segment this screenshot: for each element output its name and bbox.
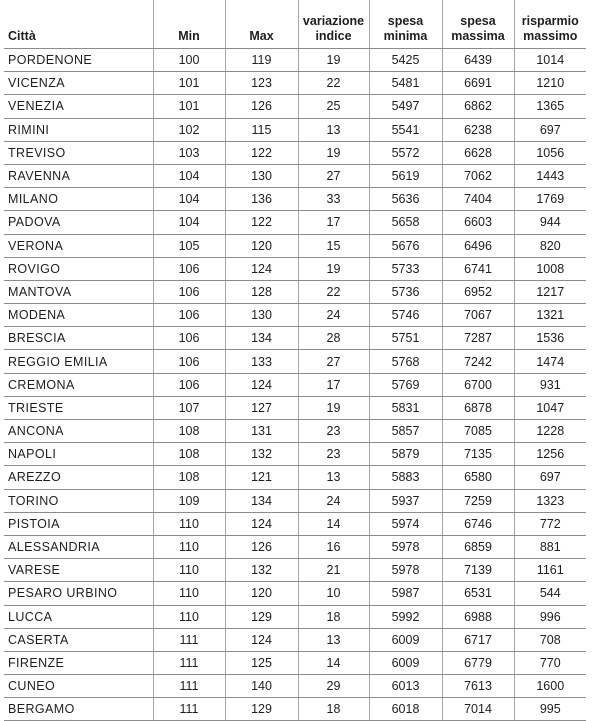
cell-variation: 18: [298, 605, 369, 628]
cell-min: 110: [153, 535, 225, 558]
cell-city: BERGAMO: [4, 698, 153, 721]
cell-max: 125: [225, 651, 298, 674]
table-row: [4, 188, 586, 211]
cell-spend-min: 5751: [369, 327, 442, 350]
cell-min: 104: [153, 164, 225, 187]
cell-saving-max: 995: [514, 698, 586, 721]
cell-spend-min: 5736: [369, 280, 442, 303]
cell-city: TRIESTE: [4, 396, 153, 419]
cell-variation: 19: [298, 257, 369, 280]
cell-spend-max: 6746: [442, 512, 514, 535]
cell-spend-min: 5978: [369, 559, 442, 582]
cell-saving-max: 697: [514, 118, 586, 141]
cell-min: 101: [153, 72, 225, 95]
cell-spend-max: 6439: [442, 49, 514, 72]
header-spend-max: spesa massima: [442, 0, 514, 49]
table-row: [4, 628, 586, 651]
cell-min: 110: [153, 559, 225, 582]
cell-spend-max: 6779: [442, 651, 514, 674]
cell-saving-max: 1536: [514, 327, 586, 350]
cell-city: PESARO URBINO: [4, 582, 153, 605]
cell-variation: 22: [298, 280, 369, 303]
cell-min: 111: [153, 698, 225, 721]
cell-min: 106: [153, 280, 225, 303]
cell-spend-max: 7062: [442, 164, 514, 187]
cell-saving-max: 944: [514, 211, 586, 234]
cell-city: CREMONA: [4, 373, 153, 396]
cell-max: 128: [225, 280, 298, 303]
header-variation: variazione indice: [298, 0, 369, 49]
cell-spend-min: 6009: [369, 628, 442, 651]
cell-saving-max: 772: [514, 512, 586, 535]
cell-spend-min: 5768: [369, 350, 442, 373]
cell-variation: 13: [298, 628, 369, 651]
cell-variation: 21: [298, 559, 369, 582]
cell-saving-max: 996: [514, 605, 586, 628]
cell-city: ANCONA: [4, 420, 153, 443]
cell-spend-min: 5619: [369, 164, 442, 187]
header-min: Min: [153, 0, 225, 49]
cell-saving-max: 1047: [514, 396, 586, 419]
cell-saving-max: 1365: [514, 95, 586, 118]
cell-variation: 24: [298, 489, 369, 512]
cell-variation: 13: [298, 118, 369, 141]
cell-variation: 22: [298, 72, 369, 95]
cell-max: 124: [225, 628, 298, 651]
cell-spend-max: 6700: [442, 373, 514, 396]
table-row: [4, 350, 586, 373]
cell-city: CUNEO: [4, 675, 153, 698]
cell-spend-max: 7014: [442, 698, 514, 721]
cell-min: 103: [153, 141, 225, 164]
cell-max: 134: [225, 489, 298, 512]
header-row: [4, 0, 586, 49]
cell-variation: 15: [298, 234, 369, 257]
cell-max: 120: [225, 582, 298, 605]
cell-saving-max: 1323: [514, 489, 586, 512]
cell-spend-max: 7085: [442, 420, 514, 443]
cell-min: 110: [153, 582, 225, 605]
cell-saving-max: 1228: [514, 420, 586, 443]
table-row: [4, 582, 586, 605]
cell-spend-max: 7404: [442, 188, 514, 211]
cell-min: 110: [153, 512, 225, 535]
table-row: [4, 327, 586, 350]
cell-spend-min: 5857: [369, 420, 442, 443]
cell-max: 140: [225, 675, 298, 698]
cell-city: MANTOVA: [4, 280, 153, 303]
cell-city: MILANO: [4, 188, 153, 211]
cell-spend-max: 7287: [442, 327, 514, 350]
cell-variation: 19: [298, 396, 369, 419]
cell-spend-max: 6628: [442, 141, 514, 164]
table-row: [4, 535, 586, 558]
cell-spend-max: 6580: [442, 466, 514, 489]
cell-spend-min: 5937: [369, 489, 442, 512]
cell-city: TREVISO: [4, 141, 153, 164]
cell-saving-max: 1321: [514, 304, 586, 327]
cell-max: 136: [225, 188, 298, 211]
cell-city: CASERTA: [4, 628, 153, 651]
cell-spend-min: 5769: [369, 373, 442, 396]
cell-min: 106: [153, 373, 225, 396]
table-row: [4, 698, 586, 721]
cell-min: 104: [153, 211, 225, 234]
cell-spend-min: 5974: [369, 512, 442, 535]
cell-spend-max: 6238: [442, 118, 514, 141]
header-city: Città: [4, 0, 153, 49]
table-row: [4, 559, 586, 582]
cell-variation: 23: [298, 420, 369, 443]
cell-variation: 14: [298, 651, 369, 674]
cell-saving-max: 1217: [514, 280, 586, 303]
table-row: [4, 512, 586, 535]
cell-spend-max: 6691: [442, 72, 514, 95]
cell-city: AREZZO: [4, 466, 153, 489]
cell-spend-max: 7242: [442, 350, 514, 373]
cell-spend-max: 7139: [442, 559, 514, 582]
cell-city: ALESSANDRIA: [4, 535, 153, 558]
table-row: [4, 489, 586, 512]
cell-spend-min: 5831: [369, 396, 442, 419]
table-row: [4, 95, 586, 118]
cell-min: 107: [153, 396, 225, 419]
cell-max: 124: [225, 512, 298, 535]
cell-saving-max: 1056: [514, 141, 586, 164]
cell-saving-max: 1600: [514, 675, 586, 698]
cell-spend-min: 5676: [369, 234, 442, 257]
cell-variation: 18: [298, 698, 369, 721]
cell-spend-min: 5658: [369, 211, 442, 234]
cell-spend-max: 6531: [442, 582, 514, 605]
cell-min: 104: [153, 188, 225, 211]
cell-saving-max: 1769: [514, 188, 586, 211]
cell-spend-min: 5497: [369, 95, 442, 118]
cell-variation: 13: [298, 466, 369, 489]
cell-spend-max: 6741: [442, 257, 514, 280]
cell-saving-max: 544: [514, 582, 586, 605]
cell-variation: 29: [298, 675, 369, 698]
cell-variation: 17: [298, 211, 369, 234]
cell-max: 121: [225, 466, 298, 489]
cell-max: 120: [225, 234, 298, 257]
cell-city: RIMINI: [4, 118, 153, 141]
cell-max: 122: [225, 141, 298, 164]
cell-variation: 27: [298, 164, 369, 187]
table-body: [4, 49, 586, 721]
cell-variation: 28: [298, 327, 369, 350]
table-row: [4, 49, 586, 72]
cell-spend-max: 7135: [442, 443, 514, 466]
cell-min: 108: [153, 443, 225, 466]
cell-spend-max: 6859: [442, 535, 514, 558]
cell-saving-max: 1474: [514, 350, 586, 373]
cell-spend-min: 5733: [369, 257, 442, 280]
cell-spend-max: 6952: [442, 280, 514, 303]
cell-city: LUCCA: [4, 605, 153, 628]
cell-spend-min: 5992: [369, 605, 442, 628]
cell-spend-min: 5987: [369, 582, 442, 605]
cell-variation: 10: [298, 582, 369, 605]
table-row: [4, 675, 586, 698]
cell-max: 133: [225, 350, 298, 373]
cell-min: 106: [153, 350, 225, 373]
cell-city: VERONA: [4, 234, 153, 257]
cell-saving-max: 1443: [514, 164, 586, 187]
cell-saving-max: 770: [514, 651, 586, 674]
cell-variation: 27: [298, 350, 369, 373]
cell-saving-max: 1014: [514, 49, 586, 72]
cell-spend-max: 7613: [442, 675, 514, 698]
cell-min: 101: [153, 95, 225, 118]
cell-spend-min: 6018: [369, 698, 442, 721]
cell-city: TORINO: [4, 489, 153, 512]
cell-city: BRESCIA: [4, 327, 153, 350]
table-row: [4, 373, 586, 396]
cell-variation: 25: [298, 95, 369, 118]
cell-spend-min: 5883: [369, 466, 442, 489]
cell-variation: 17: [298, 373, 369, 396]
cell-city: MODENA: [4, 304, 153, 327]
cell-spend-max: 6862: [442, 95, 514, 118]
cell-spend-min: 5481: [369, 72, 442, 95]
cell-max: 131: [225, 420, 298, 443]
table-row: [4, 651, 586, 674]
cell-min: 111: [153, 628, 225, 651]
table-row: [4, 420, 586, 443]
cell-spend-max: 6878: [442, 396, 514, 419]
cell-min: 110: [153, 605, 225, 628]
cell-variation: 24: [298, 304, 369, 327]
cell-variation: 23: [298, 443, 369, 466]
cell-city: VENEZIA: [4, 95, 153, 118]
cell-min: 108: [153, 420, 225, 443]
header-saving-max: risparmio massimo: [514, 0, 586, 49]
cell-min: 108: [153, 466, 225, 489]
cell-spend-max: 7067: [442, 304, 514, 327]
cell-variation: 14: [298, 512, 369, 535]
cell-max: 122: [225, 211, 298, 234]
cell-variation: 19: [298, 141, 369, 164]
cell-min: 111: [153, 675, 225, 698]
cell-min: 106: [153, 304, 225, 327]
table-header: [4, 0, 586, 49]
cell-max: 129: [225, 698, 298, 721]
cell-max: 129: [225, 605, 298, 628]
cell-min: 106: [153, 257, 225, 280]
table-row: [4, 234, 586, 257]
cell-city: RAVENNA: [4, 164, 153, 187]
table-row: [4, 280, 586, 303]
header-spend-min: spesa minima: [369, 0, 442, 49]
cell-saving-max: 820: [514, 234, 586, 257]
cell-city: NAPOLI: [4, 443, 153, 466]
cell-spend-max: 6988: [442, 605, 514, 628]
cell-spend-min: 5978: [369, 535, 442, 558]
cell-spend-min: 5746: [369, 304, 442, 327]
cell-max: 126: [225, 535, 298, 558]
table-row: [4, 72, 586, 95]
table-row: [4, 211, 586, 234]
cell-city: VARESE: [4, 559, 153, 582]
cell-city: VICENZA: [4, 72, 153, 95]
cell-max: 134: [225, 327, 298, 350]
cell-spend-min: 6013: [369, 675, 442, 698]
cell-saving-max: 1008: [514, 257, 586, 280]
table-row: [4, 443, 586, 466]
cell-city: REGGIO EMILIA: [4, 350, 153, 373]
table-row: [4, 605, 586, 628]
cell-spend-min: 5425: [369, 49, 442, 72]
cell-saving-max: 1256: [514, 443, 586, 466]
cell-max: 115: [225, 118, 298, 141]
cell-saving-max: 697: [514, 466, 586, 489]
cell-city: PISTOIA: [4, 512, 153, 535]
cell-spend-min: 5636: [369, 188, 442, 211]
cell-spend-max: 6717: [442, 628, 514, 651]
cell-saving-max: 881: [514, 535, 586, 558]
cell-saving-max: 1210: [514, 72, 586, 95]
cell-min: 109: [153, 489, 225, 512]
cell-spend-min: 5879: [369, 443, 442, 466]
table-row: [4, 164, 586, 187]
table-row: [4, 257, 586, 280]
table-row: [4, 466, 586, 489]
cell-variation: 19: [298, 49, 369, 72]
cell-spend-max: 7259: [442, 489, 514, 512]
table-row: [4, 396, 586, 419]
city-cost-table: [4, 0, 586, 721]
cell-city: FIRENZE: [4, 651, 153, 674]
cell-variation: 33: [298, 188, 369, 211]
cell-max: 127: [225, 396, 298, 419]
cell-max: 124: [225, 257, 298, 280]
cell-saving-max: 931: [514, 373, 586, 396]
cell-saving-max: 1161: [514, 559, 586, 582]
cell-max: 124: [225, 373, 298, 396]
cell-max: 130: [225, 164, 298, 187]
table-row: [4, 141, 586, 164]
cell-min: 106: [153, 327, 225, 350]
header-max: Max: [225, 0, 298, 49]
cell-max: 132: [225, 559, 298, 582]
cell-city: PADOVA: [4, 211, 153, 234]
cell-max: 130: [225, 304, 298, 327]
cell-saving-max: 708: [514, 628, 586, 651]
table-row: [4, 118, 586, 141]
table-row: [4, 304, 586, 327]
cell-max: 126: [225, 95, 298, 118]
cell-spend-max: 6496: [442, 234, 514, 257]
cell-min: 105: [153, 234, 225, 257]
cell-max: 123: [225, 72, 298, 95]
cell-min: 111: [153, 651, 225, 674]
cell-spend-max: 6603: [442, 211, 514, 234]
cell-min: 102: [153, 118, 225, 141]
cell-city: PORDENONE: [4, 49, 153, 72]
cell-spend-min: 5572: [369, 141, 442, 164]
cell-max: 132: [225, 443, 298, 466]
cell-min: 100: [153, 49, 225, 72]
cell-variation: 16: [298, 535, 369, 558]
cell-spend-min: 6009: [369, 651, 442, 674]
cell-max: 119: [225, 49, 298, 72]
cell-spend-min: 5541: [369, 118, 442, 141]
cell-city: ROVIGO: [4, 257, 153, 280]
